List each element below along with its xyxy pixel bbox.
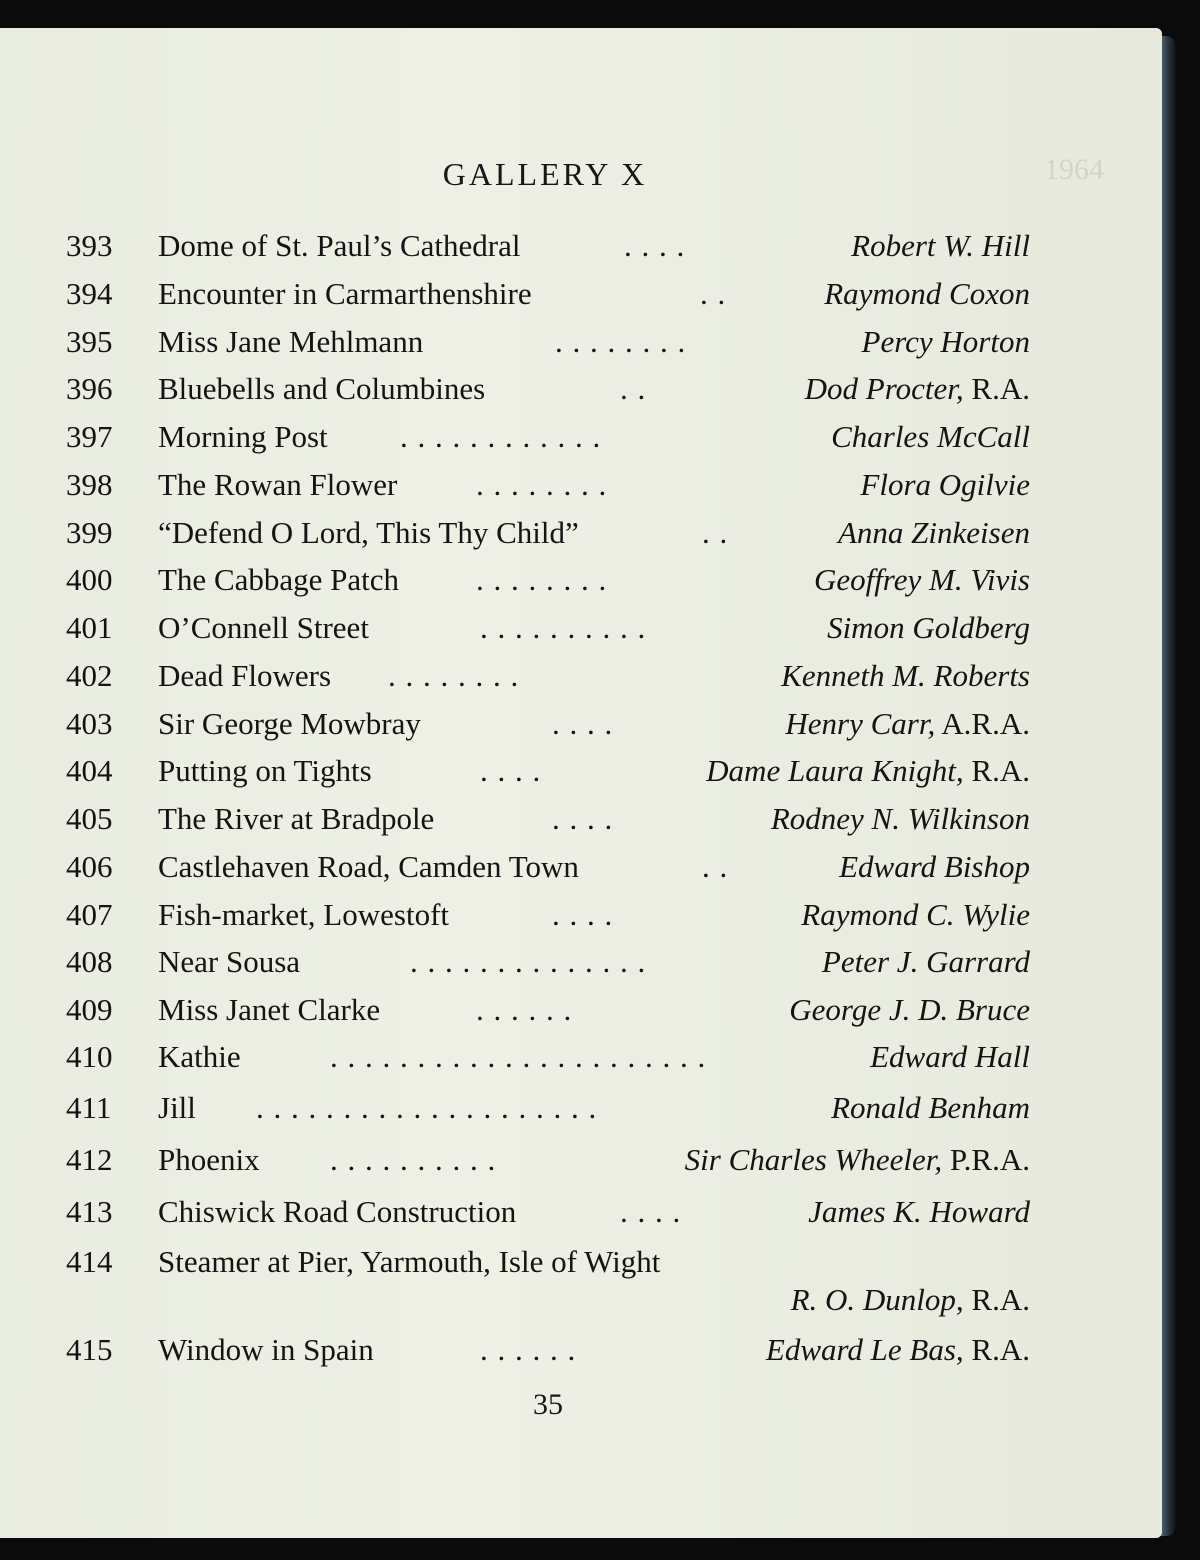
artist-name: Robert W. Hill: [851, 228, 1030, 263]
entry-title: Putting on Tights: [158, 753, 372, 788]
entry-number: 397: [66, 419, 113, 454]
dot-leader: . . . .: [624, 228, 686, 263]
dot-leader: . . . . . . . .: [555, 324, 687, 359]
entry-artist: [808, 1194, 1030, 1230]
catalogue-entry: [0, 849, 1162, 897]
dot-leader: . . . . . . . . . . . . . .: [410, 944, 647, 979]
entry-number: 411: [66, 1090, 112, 1125]
entry-artist: [706, 753, 1030, 789]
entry-number: 404: [66, 753, 113, 788]
artist-name: R. O. Dunlop,: [790, 1282, 964, 1317]
catalogue-entry: [0, 658, 1162, 706]
entry-number: 396: [66, 371, 113, 406]
artist-name: Raymond Coxon: [824, 276, 1030, 311]
catalogue-entry: [0, 1194, 1162, 1242]
entry-artist: [801, 897, 1030, 933]
dot-leader: . .: [620, 371, 647, 406]
entry-number: 401: [66, 610, 113, 645]
entry-artist: [805, 371, 1030, 407]
dot-leader: . . . . . . . . . .: [330, 1142, 497, 1177]
entry-number: 415: [66, 1332, 113, 1367]
dot-leader: . . . . . . . . . . . .: [400, 419, 602, 454]
catalogue-entry: [0, 1090, 1162, 1138]
dot-leader: . . . . . . . . . .: [480, 610, 647, 645]
dot-leader: . . . . . . . .: [388, 658, 520, 693]
entry-artist: [766, 1332, 1030, 1368]
dot-leader: . . . .: [552, 706, 614, 741]
artist-name: James K. Howard: [808, 1194, 1030, 1229]
entry-artist: [814, 562, 1030, 598]
artist-name: Peter J. Garrard: [821, 944, 1030, 979]
entry-number: 400: [66, 562, 113, 597]
entry-title: “Defend O Lord, This Thy Child”: [158, 515, 579, 550]
artist-name: Dod Procter,: [804, 371, 964, 406]
artist-name: Edward Le Bas,: [765, 1332, 964, 1367]
entry-title: Morning Post: [158, 419, 328, 454]
catalogue-entry: [0, 753, 1162, 801]
entry-title: Dead Flowers: [158, 658, 332, 693]
dot-leader: . .: [700, 276, 727, 311]
catalogue-page: [0, 28, 1162, 1538]
dot-leader: . . . . . . . . . . . . . . . . . . . . . .: [330, 1039, 707, 1074]
entry-number: 398: [66, 467, 113, 502]
artist-honorific: A.R.A.: [935, 706, 1030, 741]
entry-title: Fish-market, Lowestoft: [158, 897, 450, 932]
entry-number: 403: [66, 706, 113, 741]
entry-number: 394: [66, 276, 113, 311]
entry-title: Castlehaven Road, Camden Town: [158, 849, 579, 884]
entry-number: 410: [66, 1039, 113, 1074]
entry-title: O’Connell Street: [158, 610, 369, 645]
catalogue-entry: [0, 1332, 1162, 1380]
entry-title: Window in Spain: [158, 1332, 374, 1367]
dot-leader: . . . . . .: [476, 992, 573, 1027]
artist-name: Charles McCall: [831, 419, 1030, 454]
entry-artist: [781, 658, 1030, 694]
dot-leader: . . . . . . . . . . . . . . . . . . . .: [256, 1090, 598, 1125]
entry-title: Jill: [158, 1090, 196, 1125]
entry-artist: [860, 467, 1030, 503]
entry-number: 413: [66, 1194, 113, 1229]
entry-number: 412: [66, 1142, 113, 1177]
dot-leader: . .: [702, 515, 729, 550]
entry-title: Steamer at Pier, Yarmouth, Isle of Wight: [158, 1244, 661, 1279]
entry-number: 408: [66, 944, 113, 979]
catalogue-entry: [0, 610, 1162, 658]
show-through-text: 1964: [1044, 153, 1104, 186]
catalogue-entry: [0, 228, 1162, 276]
dot-leader: . . . .: [620, 1194, 682, 1229]
artist-name: Simon Goldberg: [827, 610, 1030, 645]
artist-honorific: R.A.: [963, 753, 1030, 788]
entry-artist: [839, 849, 1030, 885]
entry-title: Miss Janet Clarke: [158, 992, 381, 1027]
entry-title: Dome of St. Paul’s Cathedral: [158, 228, 521, 263]
entry-artist: [870, 1039, 1030, 1075]
entry-number: 405: [66, 801, 113, 836]
dot-leader: . . . . . .: [480, 1332, 577, 1367]
dot-leader: . . . .: [552, 897, 614, 932]
entry-number: 393: [66, 228, 113, 263]
entry-artist: [838, 515, 1030, 551]
artist-name: Anna Zinkeisen: [838, 515, 1030, 550]
entry-artist: [827, 610, 1030, 646]
catalogue-entry: [0, 324, 1162, 372]
artist-name: Geoffrey M. Vivis: [813, 562, 1030, 597]
artist-name: Edward Bishop: [839, 849, 1030, 884]
entry-title: Encounter in Carmarthenshire: [158, 276, 532, 311]
entry-artist: [824, 276, 1030, 312]
entry-number: 402: [66, 658, 113, 693]
dot-leader: . . . .: [480, 753, 542, 788]
entry-artist: [791, 1282, 1030, 1318]
entry-title: Miss Jane Mehlmann: [158, 324, 424, 359]
entry-title: Kathie: [158, 1039, 241, 1074]
artist-honorific: R.A.: [963, 1332, 1030, 1367]
dot-leader: . . . .: [552, 801, 614, 836]
catalogue-entry: [0, 467, 1162, 515]
entry-artist: [771, 801, 1030, 837]
entry-artist: [851, 228, 1030, 264]
entry-title: Phoenix: [158, 1142, 260, 1177]
artist-honorific: P.R.A.: [942, 1142, 1030, 1177]
catalogue-entry: [0, 1142, 1162, 1190]
entry-artist: [831, 1090, 1030, 1126]
artist-name: Sir Charles Wheeler,: [684, 1142, 943, 1177]
entry-number: 399: [66, 515, 113, 550]
catalogue-entry: [0, 1039, 1162, 1087]
artist-name: Percy Horton: [861, 324, 1030, 359]
catalogue-entry: [0, 515, 1162, 563]
artist-honorific: R.A.: [963, 371, 1030, 406]
catalogue-entry: [0, 897, 1162, 945]
catalogue-entry: [0, 371, 1162, 419]
catalogue-entry: [0, 706, 1162, 754]
entry-title: The Cabbage Patch: [158, 562, 400, 597]
dot-leader: . .: [702, 849, 729, 884]
entry-title: Chiswick Road Construction: [158, 1194, 517, 1229]
page-number: 35: [533, 1388, 563, 1421]
catalogue-entry: [0, 276, 1162, 324]
entry-artist: [862, 324, 1030, 360]
entry-title: Bluebells and Columbines: [158, 371, 486, 406]
catalogue-entry: [0, 992, 1162, 1040]
dot-leader: . . . . . . . .: [476, 562, 608, 597]
artist-name: Ronald Benham: [831, 1090, 1030, 1125]
entry-title: Sir George Mowbray: [158, 706, 421, 741]
artist-name: Raymond C. Wylie: [801, 897, 1030, 932]
entry-number: 414: [66, 1244, 113, 1279]
artist-name: Rodney N. Wilkinson: [770, 801, 1030, 836]
artist-name: Edward Hall: [870, 1039, 1030, 1074]
catalogue-entry: [0, 562, 1162, 610]
entry-artist: [685, 1142, 1030, 1178]
gallery-heading: GALLERY X: [442, 156, 648, 192]
artist-name: George J. D. Bruce: [789, 992, 1030, 1027]
artist-name: Kenneth M. Roberts: [781, 658, 1030, 693]
entry-number: 407: [66, 897, 113, 932]
artist-honorific: R.A.: [963, 1282, 1030, 1317]
entry-number: 409: [66, 992, 113, 1027]
artist-name: Dame Laura Knight,: [706, 753, 964, 788]
entry-title: The Rowan Flower: [158, 467, 398, 502]
entry-artist: [822, 944, 1030, 980]
entry-number: 406: [66, 849, 113, 884]
catalogue-entry: [0, 419, 1162, 467]
entry-title: Near Sousa: [158, 944, 301, 979]
artist-name: Henry Carr,: [785, 706, 936, 741]
dot-leader: . . . . . . . .: [476, 467, 608, 502]
entry-artist: [789, 992, 1030, 1028]
artist-name: Flora Ogilvie: [860, 467, 1030, 502]
entry-number: 395: [66, 324, 113, 359]
entry-artist: [785, 706, 1030, 742]
catalogue-entry: [0, 944, 1162, 992]
catalogue-entry: [0, 801, 1162, 849]
entry-title: The River at Bradpole: [158, 801, 435, 836]
entry-artist: [831, 419, 1030, 455]
